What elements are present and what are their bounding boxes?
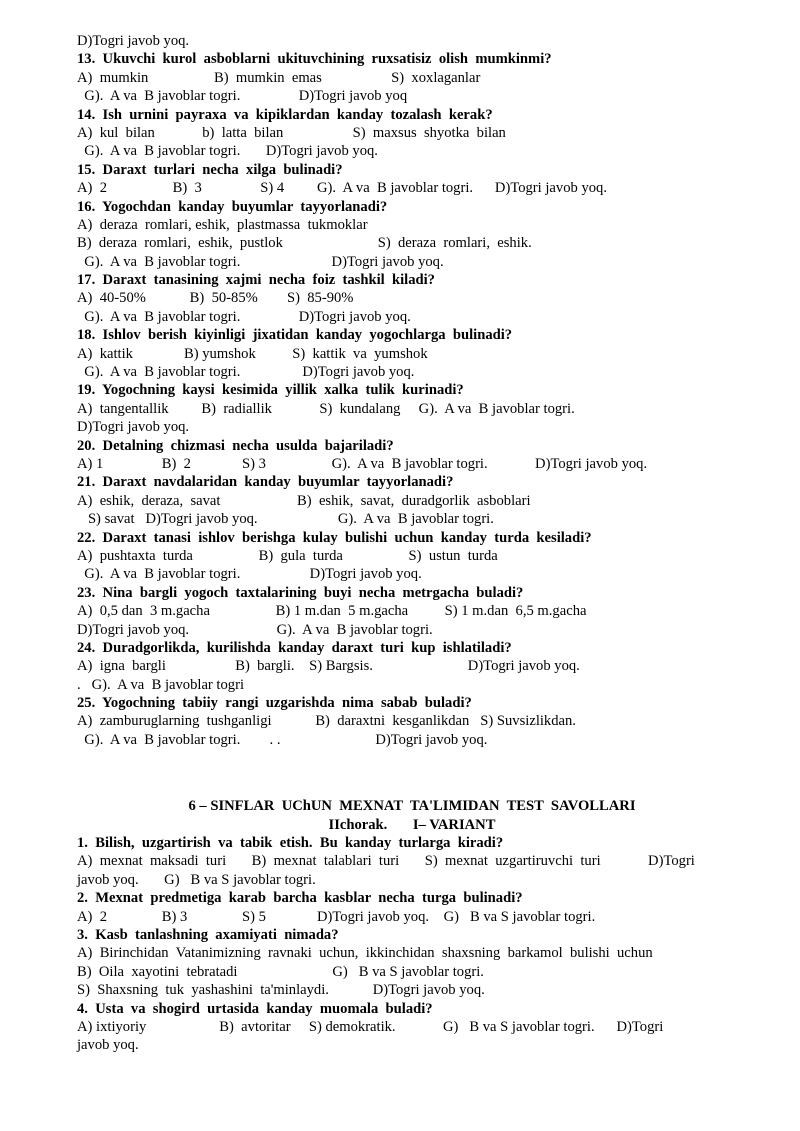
question-line: 3. Kasb tanlashning axamiyati nimada? bbox=[77, 926, 339, 943]
answer-line: . G). A va B javoblar togri bbox=[77, 676, 244, 693]
answer-line: javob yoq. bbox=[77, 1037, 139, 1054]
answer-line: G). A va B javoblar togri. D)Togri javob yoq. bbox=[77, 566, 422, 583]
answer-line: A) 1 B) 2 S) 3 G). A va B javoblar togri. D)Togri javob yoq. bbox=[77, 455, 648, 472]
answer-line: A) kattik B) yumshok S) kattik va yumshok bbox=[77, 345, 428, 362]
answer-line: A) mexnat maksadi turi B) mexnat talablari turi S) mexnat uzgartiruvchi turi D)Togri bbox=[77, 853, 695, 870]
answer-line: A) igna bargli B) bargli. S) Bargsis. D)Togri javob yoq. bbox=[77, 658, 580, 675]
answer-line: D)Togri javob yoq. G). A va B javoblar togri. bbox=[77, 621, 433, 638]
answer-line: D)Togri javob yoq. bbox=[77, 419, 190, 436]
answer-line: A) deraza romlari, eshik, plastmassa tukmoklar bbox=[77, 216, 368, 233]
answer-line: A) eshik, deraza, savat B) eshik, savat, duradgorlik asboblari bbox=[77, 492, 531, 509]
answer-line: G). A va B javoblar togri. D)Togri javob yoq. bbox=[77, 364, 415, 381]
question-line: 1. Bilish, uzgartirish va tabik etish. Bu kanday turlarga kiradi? bbox=[77, 835, 504, 852]
question-line: 13. Ukuvchi kurol asboblarni ukituvchining ruxsatisiz olish mumkinmi? bbox=[77, 51, 552, 68]
answer-line: G). A va B javoblar togri. D)Togri javob yoq bbox=[77, 88, 408, 105]
answer-line: A) 40-50% B) 50-85% S) 85-90% bbox=[77, 290, 354, 307]
answer-line: javob yoq. G) B va S javoblar togri. bbox=[77, 871, 316, 888]
question-line: 25. Yogochning tabiiy rangi uzgarishda nima sabab buladi? bbox=[77, 695, 472, 712]
question-line: 18. Ishlov berish kiyinligi jixatidan kanday yogochlarga bulinadi? bbox=[77, 327, 513, 344]
question-line: 4. Usta va shogird urtasida kanday muomala buladi? bbox=[77, 1000, 433, 1017]
answer-line: G). A va B javoblar togri. D)Togri javob yoq. bbox=[77, 253, 444, 270]
question-line: 24. Duradgorlikda, kurilishda kanday daraxt turi kup ishlatiladi? bbox=[77, 639, 512, 656]
section-title: 6 – SINFLAR UChUN MEXNAT TA'LIMIDAN TEST SAVOLLARI bbox=[188, 798, 636, 815]
answer-line: A) ixtiyoriy B) avtoritar S) demokratik. G) B va S javoblar togri. D)Togri bbox=[77, 1018, 664, 1035]
question-line: 19. Yogochning kaysi kesimida yillik xalka tulik kurinadi? bbox=[77, 382, 464, 399]
question-line: 20. Detalning chizmasi necha usulda bajariladi? bbox=[77, 437, 394, 454]
section-gap bbox=[77, 749, 747, 797]
question-line: 23. Nina bargli yogoch taxtalarining buyi necha metrgacha buladi? bbox=[77, 584, 524, 601]
answer-line: B) Oila xayotini tebratadi G) B va S javoblar togri. bbox=[77, 963, 484, 980]
answer-line: G). A va B javoblar togri. D)Togri javob yoq. bbox=[77, 308, 411, 325]
question-line: 22. Daraxt tanasi ishlov berishga kulay bulishi uchun kanday turda kesiladi? bbox=[77, 529, 592, 546]
question-line: 17. Daraxt tanasining xajmi necha foiz tashkil kiladi? bbox=[77, 272, 435, 289]
questions-part-1 bbox=[77, 32, 747, 749]
answer-line: A) pushtaxta turda B) gula turda S) ustun turda bbox=[77, 547, 498, 564]
answer-line: G). A va B javoblar togri. D)Togri javob yoq. bbox=[77, 143, 378, 160]
answer-line: A) 2 B) 3 S) 4 G). A va B javoblar togri. D)Togri javob yoq. bbox=[77, 180, 607, 197]
answer-line: A) Birinchidan Vatanimizning ravnaki uchun, ikkinchidan shaxsning barkamol bulishi uchun bbox=[77, 945, 653, 962]
answer-line: A) kul bilan b) latta bilan S) maxsus shyotka bilan bbox=[77, 124, 506, 141]
answer-line: G). A va B javoblar togri. . . D)Togri javob yoq. bbox=[77, 731, 488, 748]
answer-line: S) savat D)Togri javob yoq. G). A va B javoblar togri. bbox=[77, 511, 494, 528]
answer-line: S) Shaxsning tuk yashashini ta'minlaydi. D)Togri javob yoq. bbox=[77, 982, 485, 999]
question-line: 21. Daraxt navdalaridan kanday buyumlar tayyorlanadi? bbox=[77, 474, 454, 491]
answer-line: A) mumkin B) mumkin emas S) xoxlaganlar bbox=[77, 69, 481, 86]
answer-line: A) 0,5 dan 3 m.gacha B) 1 m.dan 5 m.gacha S) 1 m.dan 6,5 m.gacha bbox=[77, 603, 587, 620]
question-line: 15. Daraxt turlari necha xilga bulinadi? bbox=[77, 161, 343, 178]
answer-line: A) zamburuglarning tushganligi B) daraxtni kesganlikdan S) Suvsizlikdan. bbox=[77, 713, 576, 730]
answer-line: B) deraza romlari, eshik, pustlok S) deraza romlari, eshik. bbox=[77, 235, 532, 252]
answer-line: A) 2 B) 3 S) 5 D)Togri javob yoq. G) B va S javoblar togri. bbox=[77, 908, 596, 925]
question-line: 2. Mexnat predmetiga karab barcha kasblar necha turga bulinadi? bbox=[77, 890, 523, 907]
document-page bbox=[77, 32, 747, 1055]
question-line: 14. Ish urnini payraxa va kipiklardan kanday tozalash kerak? bbox=[77, 106, 493, 123]
answer-line: D)Togri javob yoq. bbox=[77, 33, 190, 49]
answer-line: A) tangentallik B) radiallik S) kundalang G). A va B javoblar togri. bbox=[77, 400, 575, 417]
question-line: 16. Yogochdan kanday buyumlar tayyorlanadi? bbox=[77, 198, 388, 215]
questions-part-2 bbox=[77, 834, 747, 1055]
section-subtitle: IIchorak. I– VARIANT bbox=[328, 816, 496, 833]
